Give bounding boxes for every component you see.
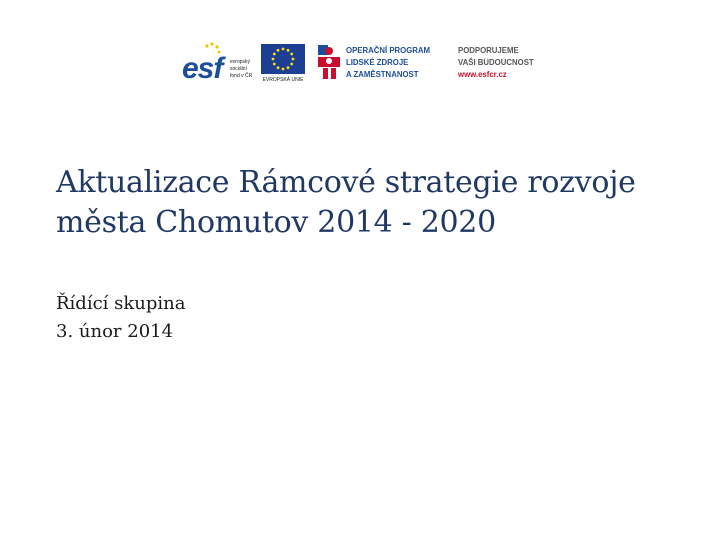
subtitle-group-name: Řídící skupina — [56, 293, 186, 314]
esf-logo — [182, 42, 253, 83]
slide-title-line-2: města Chomutov 2014 - 2020 — [56, 205, 496, 240]
slogan-url: www.esfcr.cz — [458, 70, 507, 79]
esf-caption-3: fond v ČR — [230, 73, 253, 79]
esf-wordmark: esf — [182, 52, 223, 83]
oplzz-logo — [318, 45, 430, 79]
slogan-line-1: PODPORUJEME — [458, 46, 519, 55]
subtitle-date: 3. únor 2014 — [56, 321, 174, 342]
eu-funding-logo-strip — [182, 41, 544, 83]
slogan-logo — [457, 46, 534, 79]
slogan-line-2: VAŠI BUDOUCNOST — [458, 58, 534, 67]
esf-caption-1: evropský — [230, 59, 251, 65]
oplzz-line-3: A ZAMĚSTNANOST — [346, 70, 419, 79]
eu-flag-logo — [261, 44, 305, 83]
eu-caption: EVROPSKÁ UNIE — [262, 77, 304, 83]
oplzz-line-1: OPERAČNÍ PROGRAM — [346, 46, 431, 55]
slide-title — [56, 163, 696, 243]
esf-caption-2: sociální — [230, 66, 247, 72]
slide-title-line-1: Aktualizace Rámcové strategie rozvoje — [56, 165, 636, 200]
people-icon — [318, 45, 340, 79]
oplzz-line-2: LIDSKÉ ZDROJE — [346, 58, 409, 67]
slide-subtitle — [56, 290, 186, 346]
